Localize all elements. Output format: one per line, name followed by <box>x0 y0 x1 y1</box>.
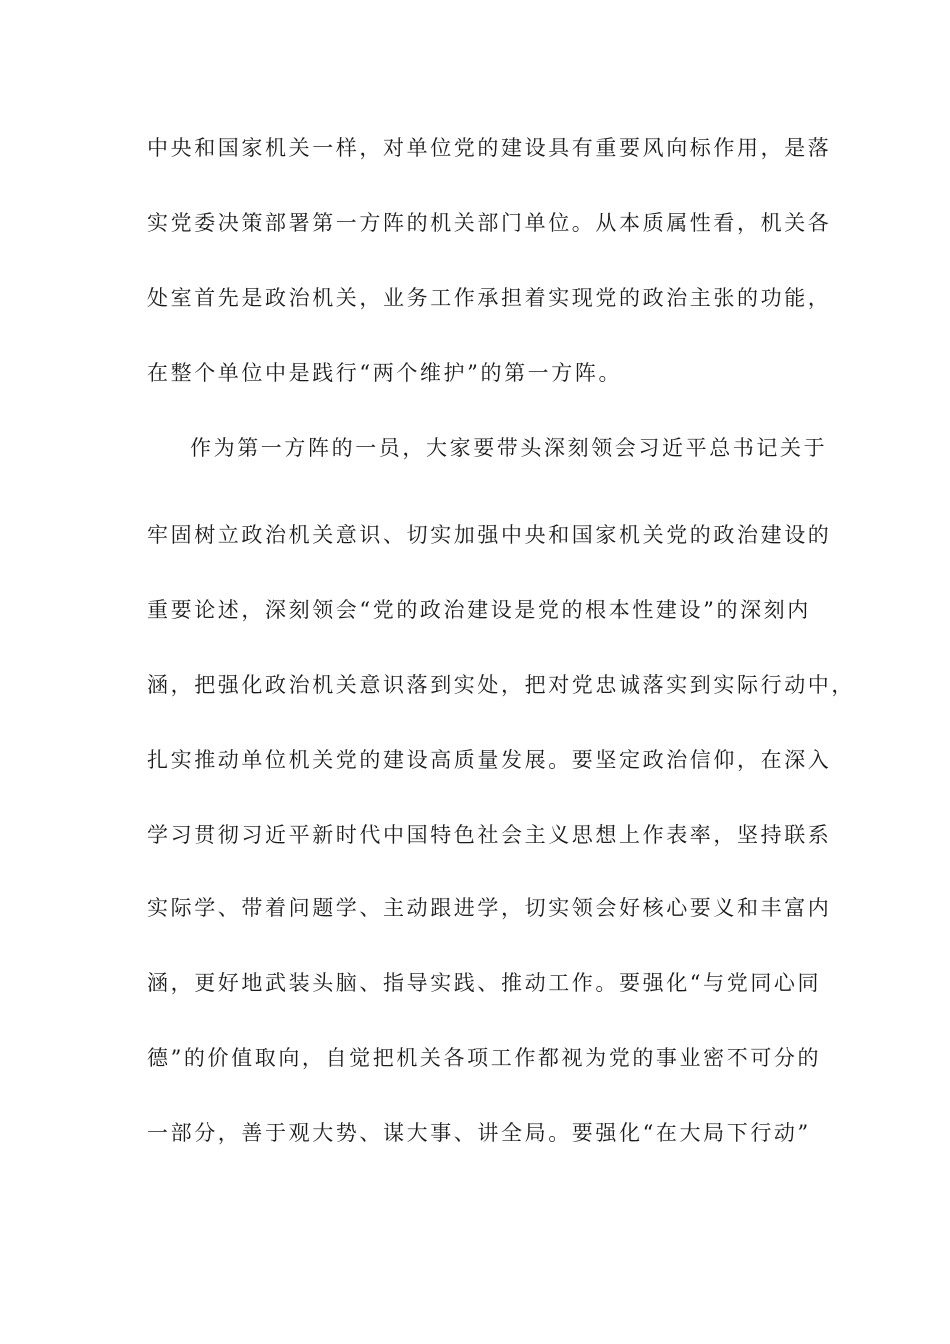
text-line: 在整个单位中是践行“两个维护”的第一方阵。 <box>147 361 623 385</box>
text-line: 重要论述，深刻领会“党的政治建设是党的根本性建设”的深刻内 <box>147 598 811 622</box>
text-line: 实际学、带着问题学、主动跟进学，切实领会好核心要义和丰富内 <box>147 896 832 920</box>
text-line: 中央和国家机关一样，对单位党的建设具有重要风向标作用，是落 <box>147 136 832 160</box>
text-line: 涵，更好地武装头脑、指导实践、推动工作。要强化“与党同心同 <box>147 971 822 995</box>
text-line: 实党委决策部署第一方阵的机关部门单位。从本质属性看，机关各 <box>147 211 832 235</box>
text-line: 扎实推动单位机关党的建设高质量发展。要坚定政治信仰，在深入 <box>147 748 832 772</box>
text-line: 一部分，善于观大势、谋大事、讲全局。要强化“在大局下行动” <box>147 1121 811 1145</box>
text-line: 处室首先是政治机关，业务工作承担着实现党的政治主张的功能， <box>147 286 832 310</box>
text-line: 德”的价值取向，自觉把机关各项工作都视为党的事业密不可分的 <box>147 1046 822 1070</box>
text-line: 牢固树立政治机关意识、切实加强中央和国家机关党的政治建设的 <box>147 523 832 547</box>
text-line: 涵，把强化政治机关意识落到实处，把对党忠诚落实到实际行动中， <box>147 673 855 697</box>
paragraph-first-line: 作为第一方阵的一员，大家要带头深刻领会习近平总书记关于 <box>190 436 828 460</box>
text-line: 学习贯彻习近平新时代中国特色社会主义思想上作表率，坚持联系 <box>147 823 832 847</box>
